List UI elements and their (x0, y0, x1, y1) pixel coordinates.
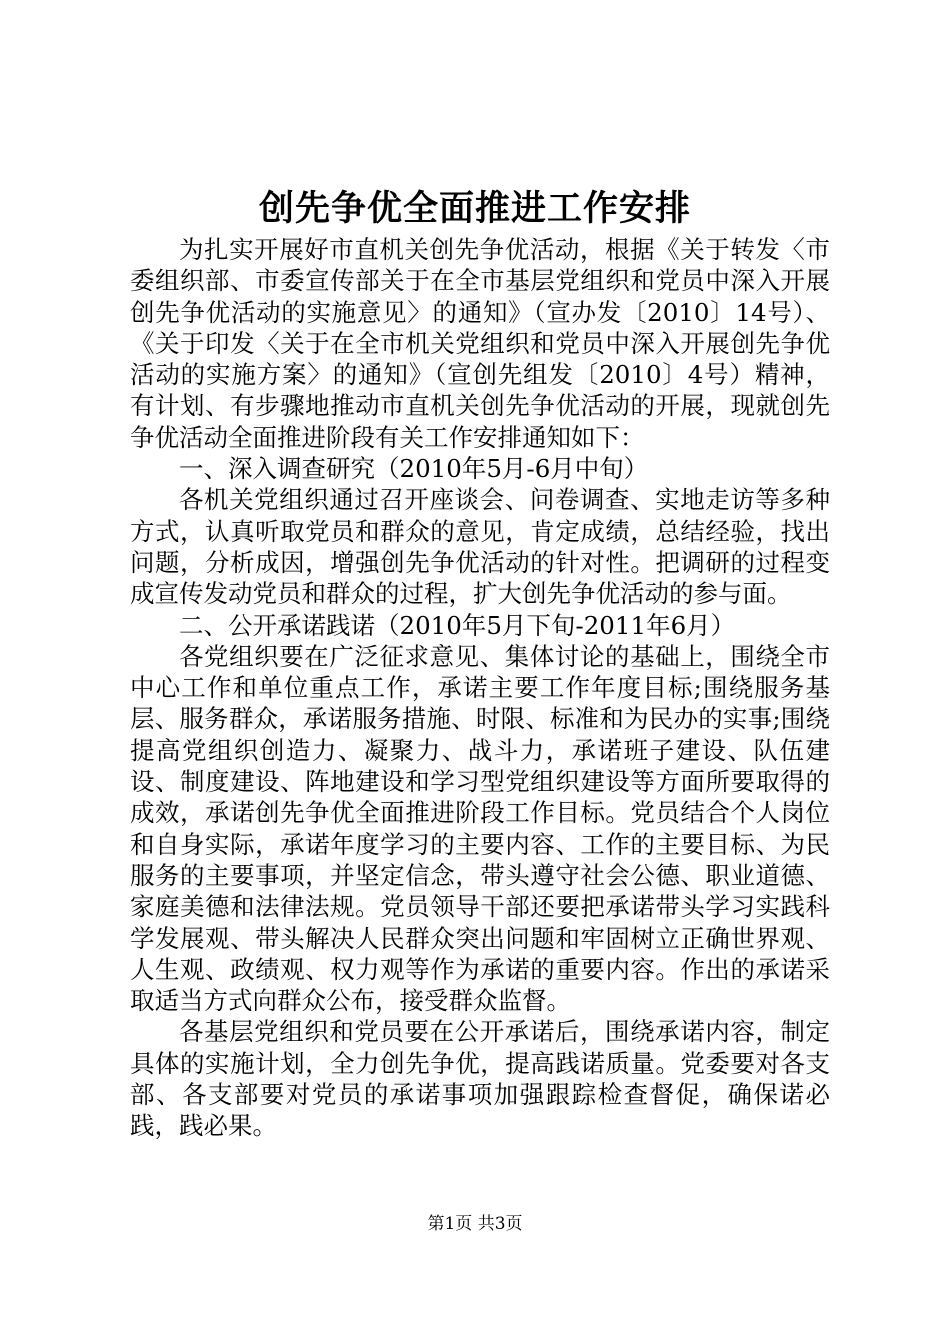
section-heading-2: 二、公开承诺践诺（2010年5月下旬-2011年6月） (179, 610, 736, 640)
section-2-paragraph: 各党组织要在广泛征求意见、集体讨论的基础上，围绕全市中心工作和单位重点工作，承诺主要工作年度目标;围绕服务基层、服务群众，承诺服务措施、时限、标准和为民办的实事;围绕提高党组织创造力、凝聚力、战斗力，承诺班子建设、队伍建设、制度建设、阵地建设和学习型党组织建设等方面所要取得的成效，承诺创先争优全面推进阶段工作目标。党员结合个人岗位和自身实际，承诺年度学习的主要内容、工作的主要目标、为民服务的主要事项，并坚定信念，带头遵守社会公德、职业道德、家庭美德和法律法规。党员领导干部还要把承诺带头学习实践科学发展观、带头解决人民群众突出问题和牢固树立正确世界观、人生观、政绩观、权力观等作为承诺的重要内容。作出的承诺采取适当方式向群众公布，接受群众监督。 (130, 641, 830, 1016)
document-body (130, 234, 830, 1142)
intro-paragraph: 为扎实开展好市直机关创先争优活动，根据《关于转发〈市委组织部、市委宣传部关于在全市基层党组织和党员中深入开展创先争优活动的实施意见〉的通知》（宣办发〔2010〕14号）、《关于印发〈关于在全市机关党组织和党员中深入开展创先争优活动的实施方案〉的通知》（宣创先组发〔2010〕4号）精神，有计划、有步骤地推动市直机关创先争优活动的开展，现就创先争优活动全面推进阶段有关工作安排通知如下： (130, 235, 830, 452)
section-1-paragraph: 各机关党组织通过召开座谈会、问卷调查、实地走访等多种方式，认真听取党员和群众的意见，肯定成绩，总结经验，找出问题，分析成因，增强创先争优活动的针对性。把调研的过程变成宣传发动党员和群众的过程，扩大创先争优活动的参与面。 (130, 485, 830, 609)
section-heading-1: 一、深入调查研究（2010年5月-6月中旬） (179, 454, 649, 484)
section-2-paragraph: 各基层党组织和党员要在公开承诺后，围绕承诺内容，制定具体的实施计划，全力创先争优，提高践诺质量。党委要对各支部、各支部要对党员的承诺事项加强跟踪检查督促，确保诺必践，践必果。 (130, 1017, 830, 1141)
page-number: 第1页 共3页 (427, 1214, 523, 1234)
document-title: 创先争优全面推进工作安排 (258, 188, 691, 229)
